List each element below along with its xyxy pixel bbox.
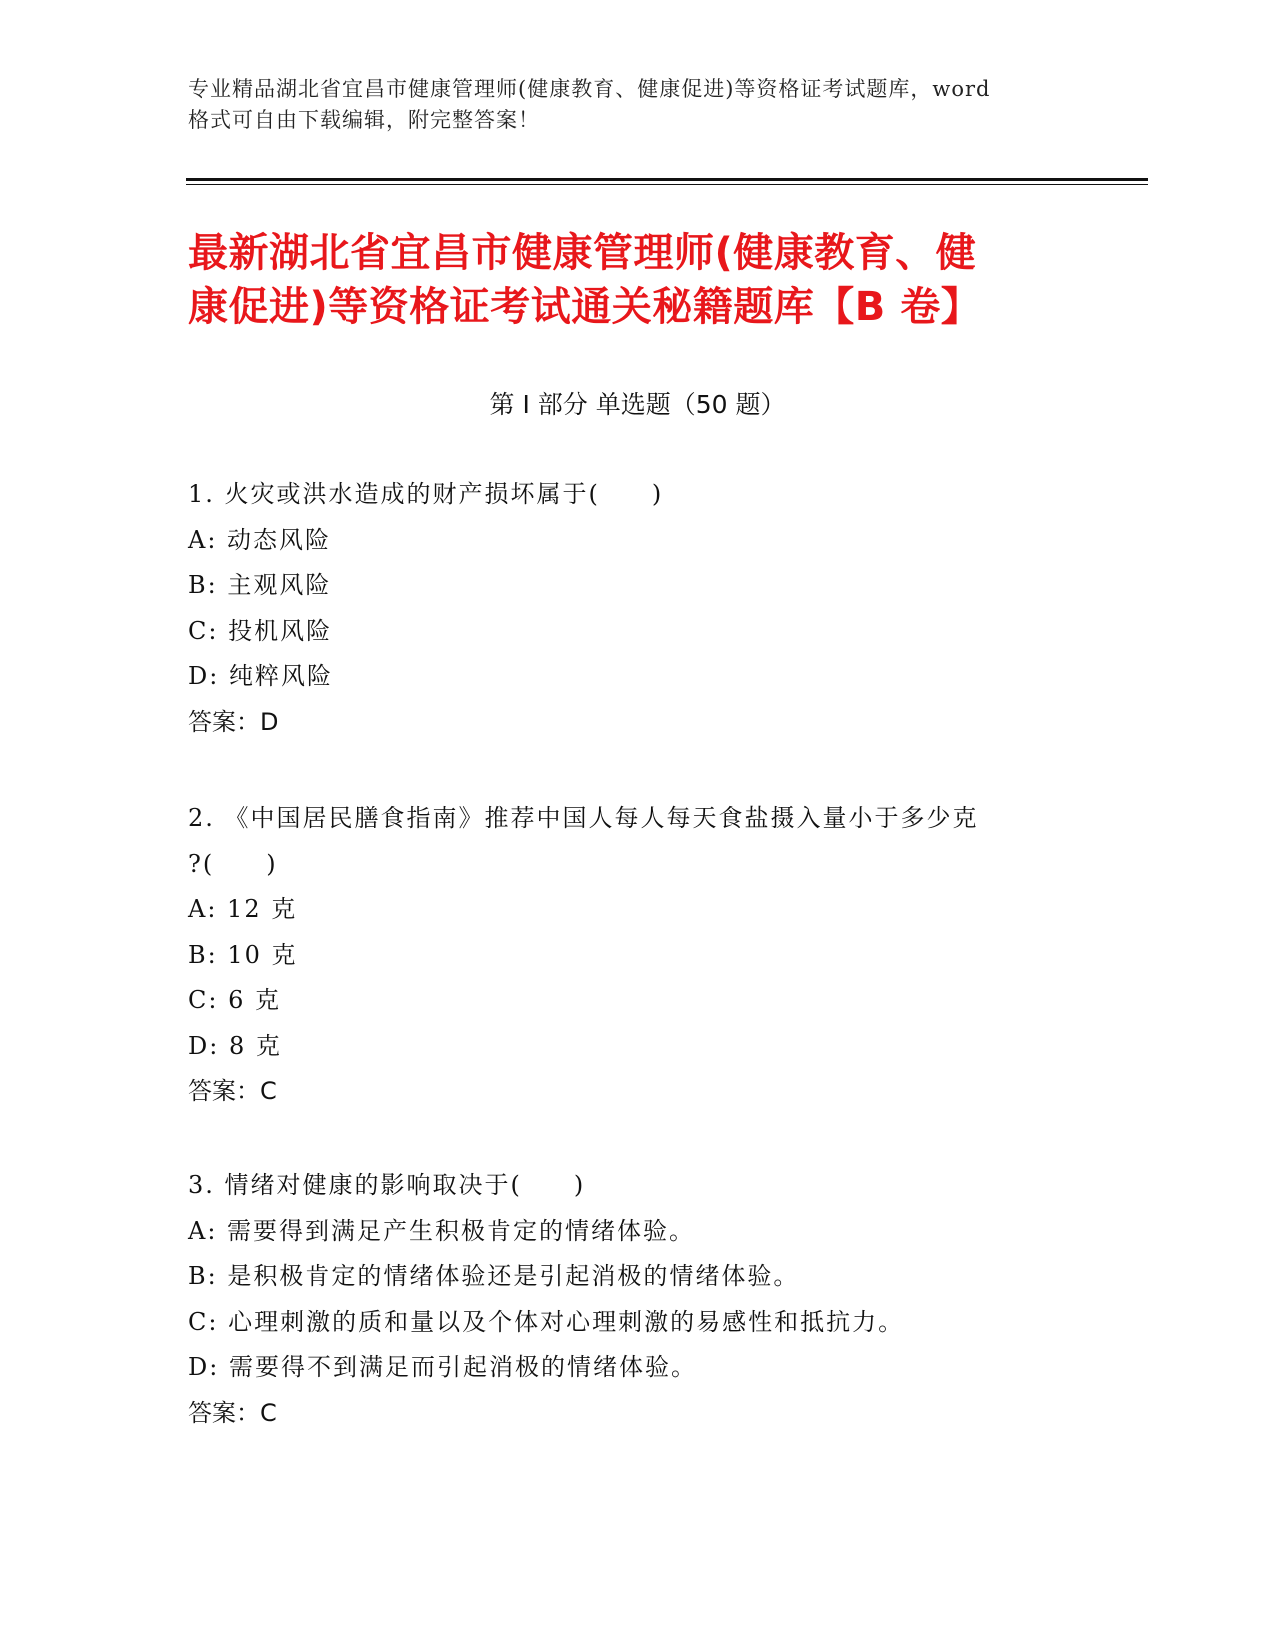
- header-note: [188, 74, 1088, 136]
- option-b: B: 10 克: [188, 940, 298, 969]
- option-d: D: 8 克: [188, 1031, 282, 1060]
- header-rule-thick: [186, 178, 1148, 181]
- question-2: [188, 796, 1088, 1115]
- option-a: A: 12 克: [188, 895, 298, 923]
- option-c: C: 心理刺激的质和量以及个体对心理刺激的易感性和抵抗力。: [188, 1307, 905, 1336]
- answer: 答案：D: [188, 707, 279, 736]
- option-d: D: 需要得不到满足而引起消极的情绪体验。: [188, 1353, 697, 1381]
- header-note-line-1: 专业精品湖北省宜昌市健康管理师(健康教育、健康促进)等资格证考试题库，word: [188, 77, 991, 101]
- option-b: B: 主观风险: [188, 571, 332, 599]
- question-stem: 1. 火灾或洪水造成的财产损坏属于( ): [188, 480, 664, 508]
- option-a: A: 需要得到满足产生积极肯定的情绪体验。: [188, 1216, 696, 1245]
- question-stem-continued: ?( ): [188, 849, 278, 878]
- answer: 答案：C: [188, 1077, 277, 1105]
- document-title-line-1: 最新湖北省宜昌市健康管理师(健康教育、健: [188, 230, 977, 276]
- document-title-line-2: 康促进)等资格证考试通关秘籍题库【B 卷】: [188, 284, 982, 330]
- option-c: C: 6 克: [188, 986, 281, 1014]
- question-3: [188, 1163, 1088, 1436]
- question-stem: 2. 《中国居民膳食指南》推荐中国人每人每天食盐摄入量小于多少克: [188, 804, 979, 832]
- option-b: B: 是积极肯定的情绪体验还是引起消极的情绪体验。: [188, 1262, 800, 1290]
- document-title: [188, 226, 1088, 334]
- answer: 答案：C: [188, 1398, 277, 1427]
- header-rule-thin: [186, 184, 1148, 185]
- option-d: D: 纯粹风险: [188, 662, 333, 690]
- question-stem: 3. 情绪对健康的影响取决于( ): [188, 1171, 586, 1199]
- header-note-line-2: 格式可自由下载编辑，附完整答案！: [188, 108, 540, 132]
- option-a: A: 动态风险: [188, 525, 332, 554]
- option-c: C: 投机风险: [188, 616, 333, 645]
- section-title: 第 I 部分 单选题（50 题）: [489, 390, 786, 419]
- question-1: [188, 472, 1088, 745]
